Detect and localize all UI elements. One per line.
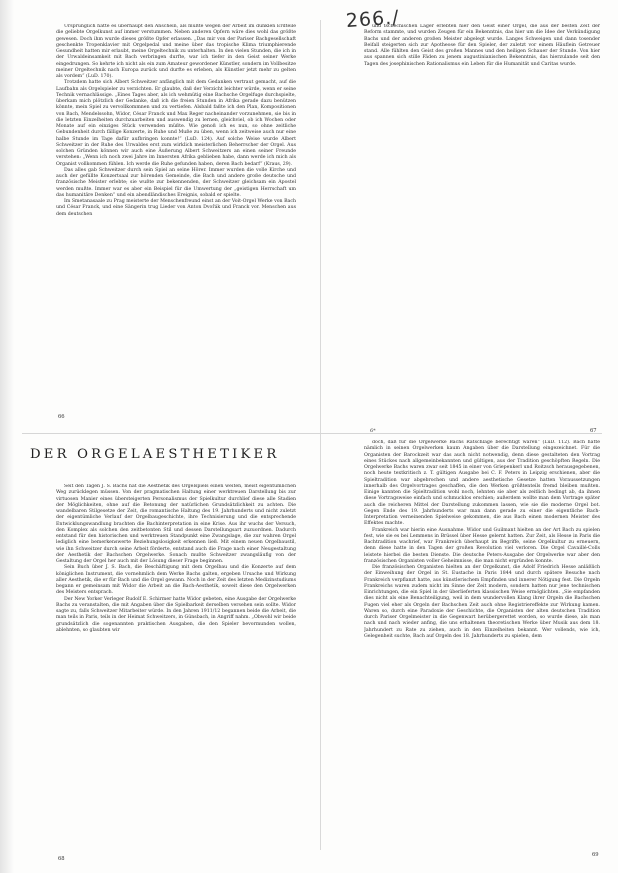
- handwritten-page-mark: 266./: [345, 6, 401, 33]
- paragraph: Der New Yorker Verleger Rudolf E. Schirmer hatte Widor gebeten, eine Ausgabe der Orgelwerke Bachs zu veranstalten, die mit Angaben über die Spielbarkeit derselben versehen sein sollte. Widor sagte zu, falls Schweitzer Mitarbeiter würde. In den Jahren 1911/12 begannen beide die Arbeit, die man teils in Paris, teils in der Heimat Schweitzers, in Günsbach, in Angriff nahm. „Obwohl wir beide grundsätzlich die sogenannten praktischen Ausgaben, die den Spieler bevormunden wollen, ablehnten, so glaubten wir: [56, 596, 296, 633]
- page-number-66: 66: [58, 414, 65, 420]
- text-column-page-66: [56, 24, 296, 406]
- paragraph: doch, daß für die Orgelwerke Bachs Ratschläge berechtigt wären“ (LuD. 112). Bach hatte nämlich in seinen Orgelwerken kaum Angaben über die Darstellung eingezeichnet. Für die Organisten der Barockzeit war das auch nicht notwendig, denn diese gestalteten den Vortrag eines Stückes nach allgemeinbekannten und gültigen, aus der Tradition geschöpften Regeln. Die Orgelwerke Bachs waren zwar seit 1845 in einer von Griepenkerl und Roitzsch herausgegebenen, noch heute textkritisch z. T. gültigen Ausgabe bei C. F. Peters in Leipzig erschienen, aber die Spieltradition war abgebrochen und andere aesthetische Gesetze hatten Voraussetzungen innerhalb des Orgelvortrages geschaffen, die den Werken größtenteils fremd bleiben mußten. Einige kannten die Spieltradition wohl noch, lehnten sie aber als zeitlich bedingt ab, da ihnen diese Vortragsweise einfach und schmucklos erschien; außerdem wollte man dem Vortrage später auch die reicheren Mittel der Darstellung zukommen lassen, wie sie die moderne Orgel bot. Gegen Ende des 19. Jahrhunderts war man dann gerade zu einer die eigentliche Bach-Interpretation verneinenden Spielweise gekommen, die aus Bach einen modernen Meister des Effektes machte.: [364, 440, 600, 527]
- paragraph: Seit den Tagen J. S. Bachs hat die Aesthetik des Orgelspiels einen weiten, meist eigentümlichen Weg zurücklegen müssen. Von der pragmatischen Haltung einer werktreuen Darstellung bis zur virtuosen Manier eines übersteigerten Personalismus der Spielkultur durchlief diese alle Stadien der Möglichkeiten, ohne auf die Betonung der natürlichen Grundsätzlichkeit zu achten. Die wandelbaren Stilgesetze der Zeit, die romantische Haltung des 19. Jahrhunderts und nicht zuletzt der eigentümliche Verlauf der Orgelbaugeschichte, ihre Technisierung und die entsprechende Entwicklungswandlung brachten die Bachinterpretation in eine Krise. Aus ihr wuchs der Versuch, den Komplex als solchen den zeitbetonten Stil und dessen Darstellungsart zuzuordnen. Dadurch entstand für den historischen und werktreuen Standpunkt eine Zwangslage, die zur wahren Orgel lediglich eine bemerkenswerte Beziehungslosigkeit erkennen ließ. Mit einem neuen Orgelbaustil, wie ihn Schweitzer durch seine Arbeit förderte, entstand auch die Frage nach einer Neugestaltung der Aesthetik der Bachschen Orgelwerke. Sonach mußte Schweitzer zwangsläufig von der Gestaltung der Orgel her auch mit der Lösung dieser Frage beginnen.: [56, 484, 296, 564]
- paragraph: Im Smetanasaale zu Prag meisterte der Menschenfreund einst an der Voit-Orgel Werke von Bach und César Franck, und eine Sängerin trug Lieder von Anton Dvořák und Franck vor. Menschen aus dem deutschen: [56, 199, 296, 217]
- text-column-page-68: [56, 484, 296, 804]
- paragraph: und tschechischen Lager erlebten hier den Geist einer Orgel, die aus der besten Zeit der Reform stammte, und wurden Zeugen für ein Bekenntnis, das hier um die Idee der Verkündigung Bachs und der anderen großen Meister abgelegt wurde. Langes Schweigen und dann tosender Beifall steigerten sich zur Apotheose für den Spieler, der zuletzt vor einem Häuflein Getreuer stand. Alle fühlten den Geist des großen Mannes und den heiligen Schauer der Stunde. Von hier aus spannen sich stille Fäden zu jenem augustinianischen Bekenntnis, das hierzulande seit den Tagen des josephinischen Rationalismus ein Leben für die Humanität und Caritas wurde.: [364, 24, 600, 67]
- paragraph: Trotzdem hatte sich Albert Schweitzer anfänglich mit dem Gedanken vertraut gemacht, auf die Laufbahn als Orgelspieler zu verzichten. Er glaubte, daß der Verzicht leichter würde, wenn er seine Technik vernachlässige. „Eines Tages aber, als ich wehmütig eine Bachsche Orgelfuge durchspielte, überkam mich plötzlich der Gedanke, daß ich die freien Stunden in Afrika gerade dazu benützen könnte, mein Spiel zu vervollkommnen und zu vertiefen. Alsbald faßte ich den Plan, Kompositionen von Bach, Mendelssohn, Widor, César Franck und Max Reger nacheinander vorzunehmen, sie bis in die letzten Einzelheiten durchzuarbeiten und auswendig zu lernen, gleichviel, ob ich Wochen oder Monate auf ein einziges Stück verwenden müßte. Wie genoß ich es nun, so ohne zeitliche Gebundenheit durch fällige Konzerte, in Ruhe und Muße zu üben, wenn ich zeitweise auch nur eine halbe Stunde im Tage dafür aufbringen konnte!“ (LuD. 124). Auf solche Weise wurde Albert Schweitzer in der Ruhe des Urwaldes erst zum wirklich meisterlichen Beherrscher der Orgel. Aus solchen Gründen können wir auch eine Äußerung Albert Schweitzers an einen seiner Freunde verstehen: „Wenn ich noch zwei Jahre im Innersten Afrika geblieben habe, dann werde ich mich als Organist vollkommen fühlen. Ich werde die Ruhe gefunden haben, deren Bach bedarf“ (Kraus, 29).: [56, 80, 296, 167]
- page-number-67: 67: [590, 428, 597, 434]
- paragraph: Die französischen Organisten hielten an der Orgelkunst, die Adolf Friedrich Hesse anläßlich der Einweihung der Orgel in St. Eustache in Paris 1844 und durch spätere Besuche nach Frankreich verpflanzt hatte, aus künstlerischem Empfinden und innerer Nötigung fest. Die Orgeln Frankreichs waren zudem nicht im Sinne der Zeit modern, sondern hatten nur jene technischen Einrichtungen, die ein Spiel in der überlieferten klassischen Weise ermöglichten. „Sie empfanden dies nicht als eine Benachteiligung, weil in dem wundervollen Klang ihrer Orgeln die Bachschen Fugen viel eher als Orgeln der Bachschen Zeit auch ohne Registriereffekte zur Wirkung kamen. Waren so, durch eine Paradoxie der Geschichte, die Organisten der alten deutschen Tradition durch Pariser Orgelmeister in die Gegenwart herübergerettet worden, so wurde diese, als man nach und nach wieder anfing, die uns erhaltenen theoretischen Werke über Musik aus dem 18. Jahrhundert zu Rate zu ziehen, auch in den Einzelheiten bekannt. Wer vollends, wie ich, Gelegenheit suchte, Bach auf Orgeln des 18. Jahrhunderts zu spielen, dem: [364, 565, 600, 639]
- chapter-heading: DER ORGELAESTHETIKER: [30, 447, 280, 462]
- paragraph: Sein Buch über J. S. Bach, die Beschäftigung mit dem Orgelbau und die Konzerte auf dem königlichen Instrument, die vornehmlich dem Werke Bachs galten, ergeben Ursache und Wirkung aller Aesthetik, die er für Bach und die Orgel gewann. Noch in der Zeit des letzten Medizinstudiums begann er gemeinsam mit Widor die Arbeit an die Bach-Aesthetik, soweit diese den Orgelwerken des Meisters entsprach.: [56, 565, 296, 596]
- vertical-fold-line: [320, 20, 321, 850]
- page-number-68: 68: [58, 856, 65, 862]
- paragraph: Frankreich war hierin eine Ausnahme. Widor und Guilmant hielten an der Art Bach zu spielen fest, wie sie es bei Lemmens in Brüssel über Hesse gelernt hatten. Zur Zeit, als Hesse in Paris die Bachtradition wachrief, war Frankreich überhaupt im Begriffe, seine Orgelkultur zu erneuern, denn diese hatte in den Tagen der großen Revolution viel verloren. Die Orgel Cavaillé-Colls leistete hierbei die besten Dienste. Die deutsche Peters-Ausgabe der Orgelwerke war aber den französischen Organisten voller Geheimnisse, die man nicht ergründen konnte.: [364, 527, 600, 564]
- text-column-page-69: [364, 440, 600, 848]
- page-number-69: 69: [592, 852, 599, 858]
- signature-mark: 6*: [370, 428, 376, 434]
- scan-edge-shadow: [0, 0, 14, 873]
- horizontal-fold-line: [22, 433, 602, 434]
- text-column-page-67: [364, 24, 600, 128]
- paragraph: Das alles gab Schweitzer durch sein Spiel an seine Hörer. Immer wurden die volle Kirche und auch der gefüllte Konzertsaal zur hörenden Gemeinde, die Bach und andere große deutsche und französische Meister erlebte; sie wußte zur bekennenden, der Schweitzer gleichsam ein Apostel werden mußte. Immer war es aber ein Beispiel für die Umwertung der „geistigen Herrschaft um das humanitäre Denken“ und ein abendländisches Ereignis, sobald er spielte.: [56, 167, 296, 198]
- paragraph: Ursprünglich hatte es überhaupt den Anschein, als müßte wegen der Arbeit im dunklen Erdteile die geliebte Orgelkunst auf immer verstummen. Neben anderen Opfern wäre dies wohl das größte gewesen. Doch ihm wurde dieses größte Opfer erlassen. „Das mir von der Pariser Bachgesellschaft geschenkte Tropenklavier mit Orgelpedal und meine über das tropische Klima triumphierende Gesundheit hatten mir erlaubt, meine Orgeltechnik zu unterhalten. In den vielen Stunden, die ich in der Urwaldeinsamkeit mit Bach verbringen durfte, war ich tiefer in den Geist seiner Werke eingedrungen. So kehrte ich nicht als ein zum Amateur gewordener Künstler, sondern im Vollbesitze meiner Orgeltechnik nach Europa zurück und durfte es erleben, als Künstler jetzt mehr zu gelten als vordem“ (LuD. 170).: [56, 24, 296, 79]
